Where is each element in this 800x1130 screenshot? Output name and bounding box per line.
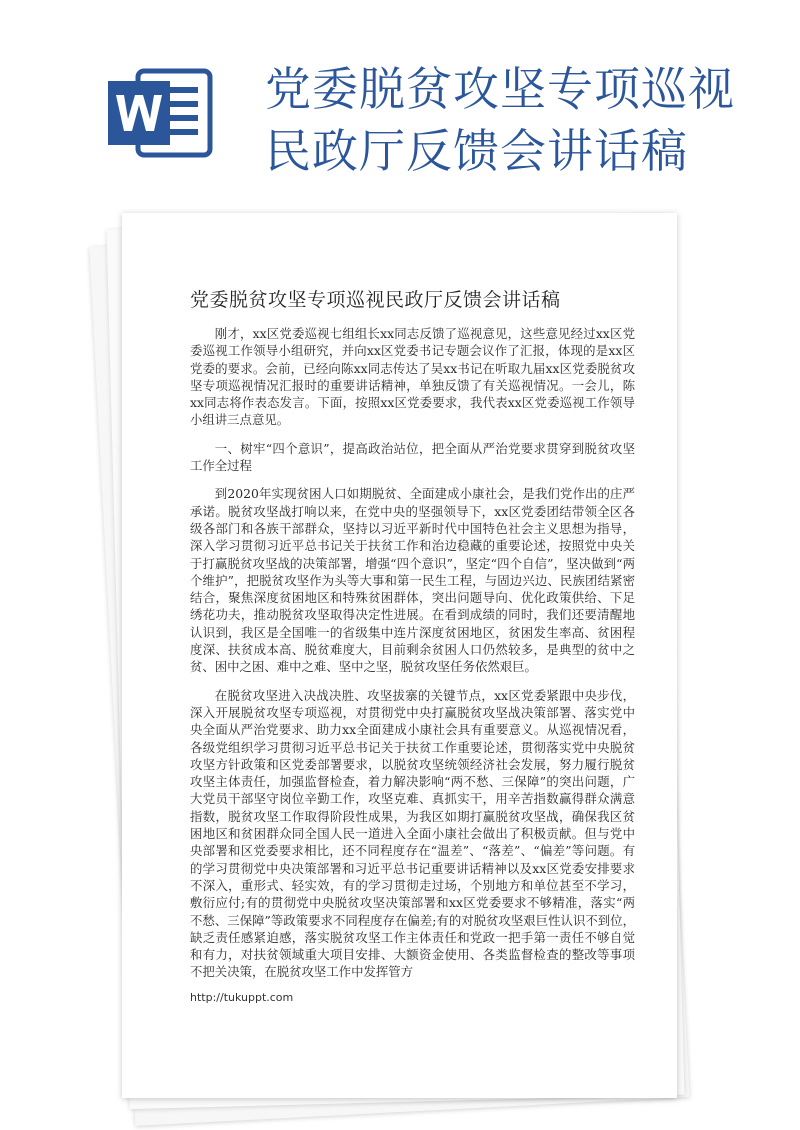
document-page — [122, 213, 677, 1098]
document-title: 党委脱贫攻坚专项巡视民政厅反馈会讲话稿 — [190, 289, 561, 311]
page-title — [265, 58, 785, 182]
paragraph: 在脱贫攻坚进入决战决胜、攻坚拔寨的关键节点，xx区党委紧跟中央步伐，深入开展脱贫攻坚专项巡视，对贯彻党中央打赢脱贫攻坚战决策部署、落实党中央全面从严治党要求、助力xx全面建成小康社会具有重要意义。从巡视情况看，各级党组织学习贯彻习近平总书记关于扶贫工作重要论述，贯彻落实党中央脱贫攻坚方针政策和区党委部署要求，以脱贫攻坚统领经济社会发展，努力履行脱贫攻坚主体责任，加强监督检查，着力解决影响“两不愁、三保障”的突出问题，广大党员干部坚守岗位辛勤工作，攻坚克难、真抓实干，用辛苦指数赢得群众满意指数，脱贫攻坚工作取得阶段性成果，为我区如期打赢脱贫攻坚战，确保我区贫困地区和贫困群众同全国人民一道进入全面小康社会做出了积极贡献。但与党中央部署和区党委要求相比，还不同程度存在“温差”、“落差”、“偏差”等问题。有的学习贯彻党中央决策部署和习近平总书记重要讲话精神以及xx区党委安排要求不深入，重形式、轻实效，有的学习贯彻走过场，个别地方和单位甚至不学习，敷衍应付;有的贯彻党中央脱贫攻坚决策部署和xx区党委要求不够精准，落实“两不愁、三保障”等政策要求不同程度存在偏差;有的对脱贫攻坚艰巨性认识不到位，缺乏责任感紧迫感，落实脱贫攻坚工作主体责任和党政一把手第一责任不够自觉和有力，对扶贫领域重大项目安排、大额资金使用、各类监督检查的整改等事项不把关决策，在脱贫攻坚工作中发挥管方 — [190, 687, 635, 980]
page-title-line1: 党委脱贫攻坚专项巡视 — [265, 62, 735, 116]
word-document-icon — [108, 63, 218, 163]
section-heading: 一、树牢“四个意识”，提高政治站位，把全面从严治党要求贯穿到脱贫攻坚工作全过程 — [190, 440, 635, 474]
paragraph: 刚才，xx区党委巡视七组组长xx同志反馈了巡视意见，这些意见经过xx区党委巡视工作领导小组研究，并向xx区党委书记专题会议作了汇报，体现的是xx区党委的要求。会前，已经向陈xx同志传达了吴xx书记在听取九届xx区党委脱贫攻坚专项巡视情况汇报时的重要讲话精神，单独反馈了有关巡视情况。一会儿，陈xx同志将作表态发言。下面，按照xx区党委要求，我代表xx区党委巡视工作领导小组讲三点意见。 — [190, 326, 635, 428]
header-banner — [0, 0, 800, 215]
paragraph: 到2020年实现贫困人口如期脱贫、全面建成小康社会，是我们党作出的庄严承诺。脱贫攻坚战打响以来，在党中央的坚强领导下，xx区党委团结带领全区各级各部门和各族干部群众，坚持以习近平新时代中国特色社会主义思想为指导，深入学习贯彻习近平总书记关于扶贫工作和治边稳藏的重要论述，按照党中央关于打赢脱贫攻坚战的决策部署，增强“四个意识”，坚定“四个自信”，坚决做到“两个维护”，把脱贫攻坚作为头等大事和第一民生工程，与固边兴边、民族团结紧密结合，聚焦深度贫困地区和特殊贫困群体，突出问题导向、优化政策供给、下足绣花功夫，推动脱贫攻坚取得决定性进展。在看到成绩的同时，我们还要清醒地认识到，我区是全国唯一的省级集中连片深度贫困地区，贫困发生率高、贫困程度深、扶贫成本高、脱贫难度大，目前剩余贫困人口仍然较多，是典型的贫中之贫、困中之困、难中之难、坚中之坚，脱贫攻坚任务依然艰巨。 — [190, 486, 635, 675]
footer-url: http://tukuppt.com — [190, 991, 294, 1004]
document-body — [190, 325, 635, 992]
page-title-line2: 民政厅反馈会讲话稿 — [265, 124, 688, 178]
